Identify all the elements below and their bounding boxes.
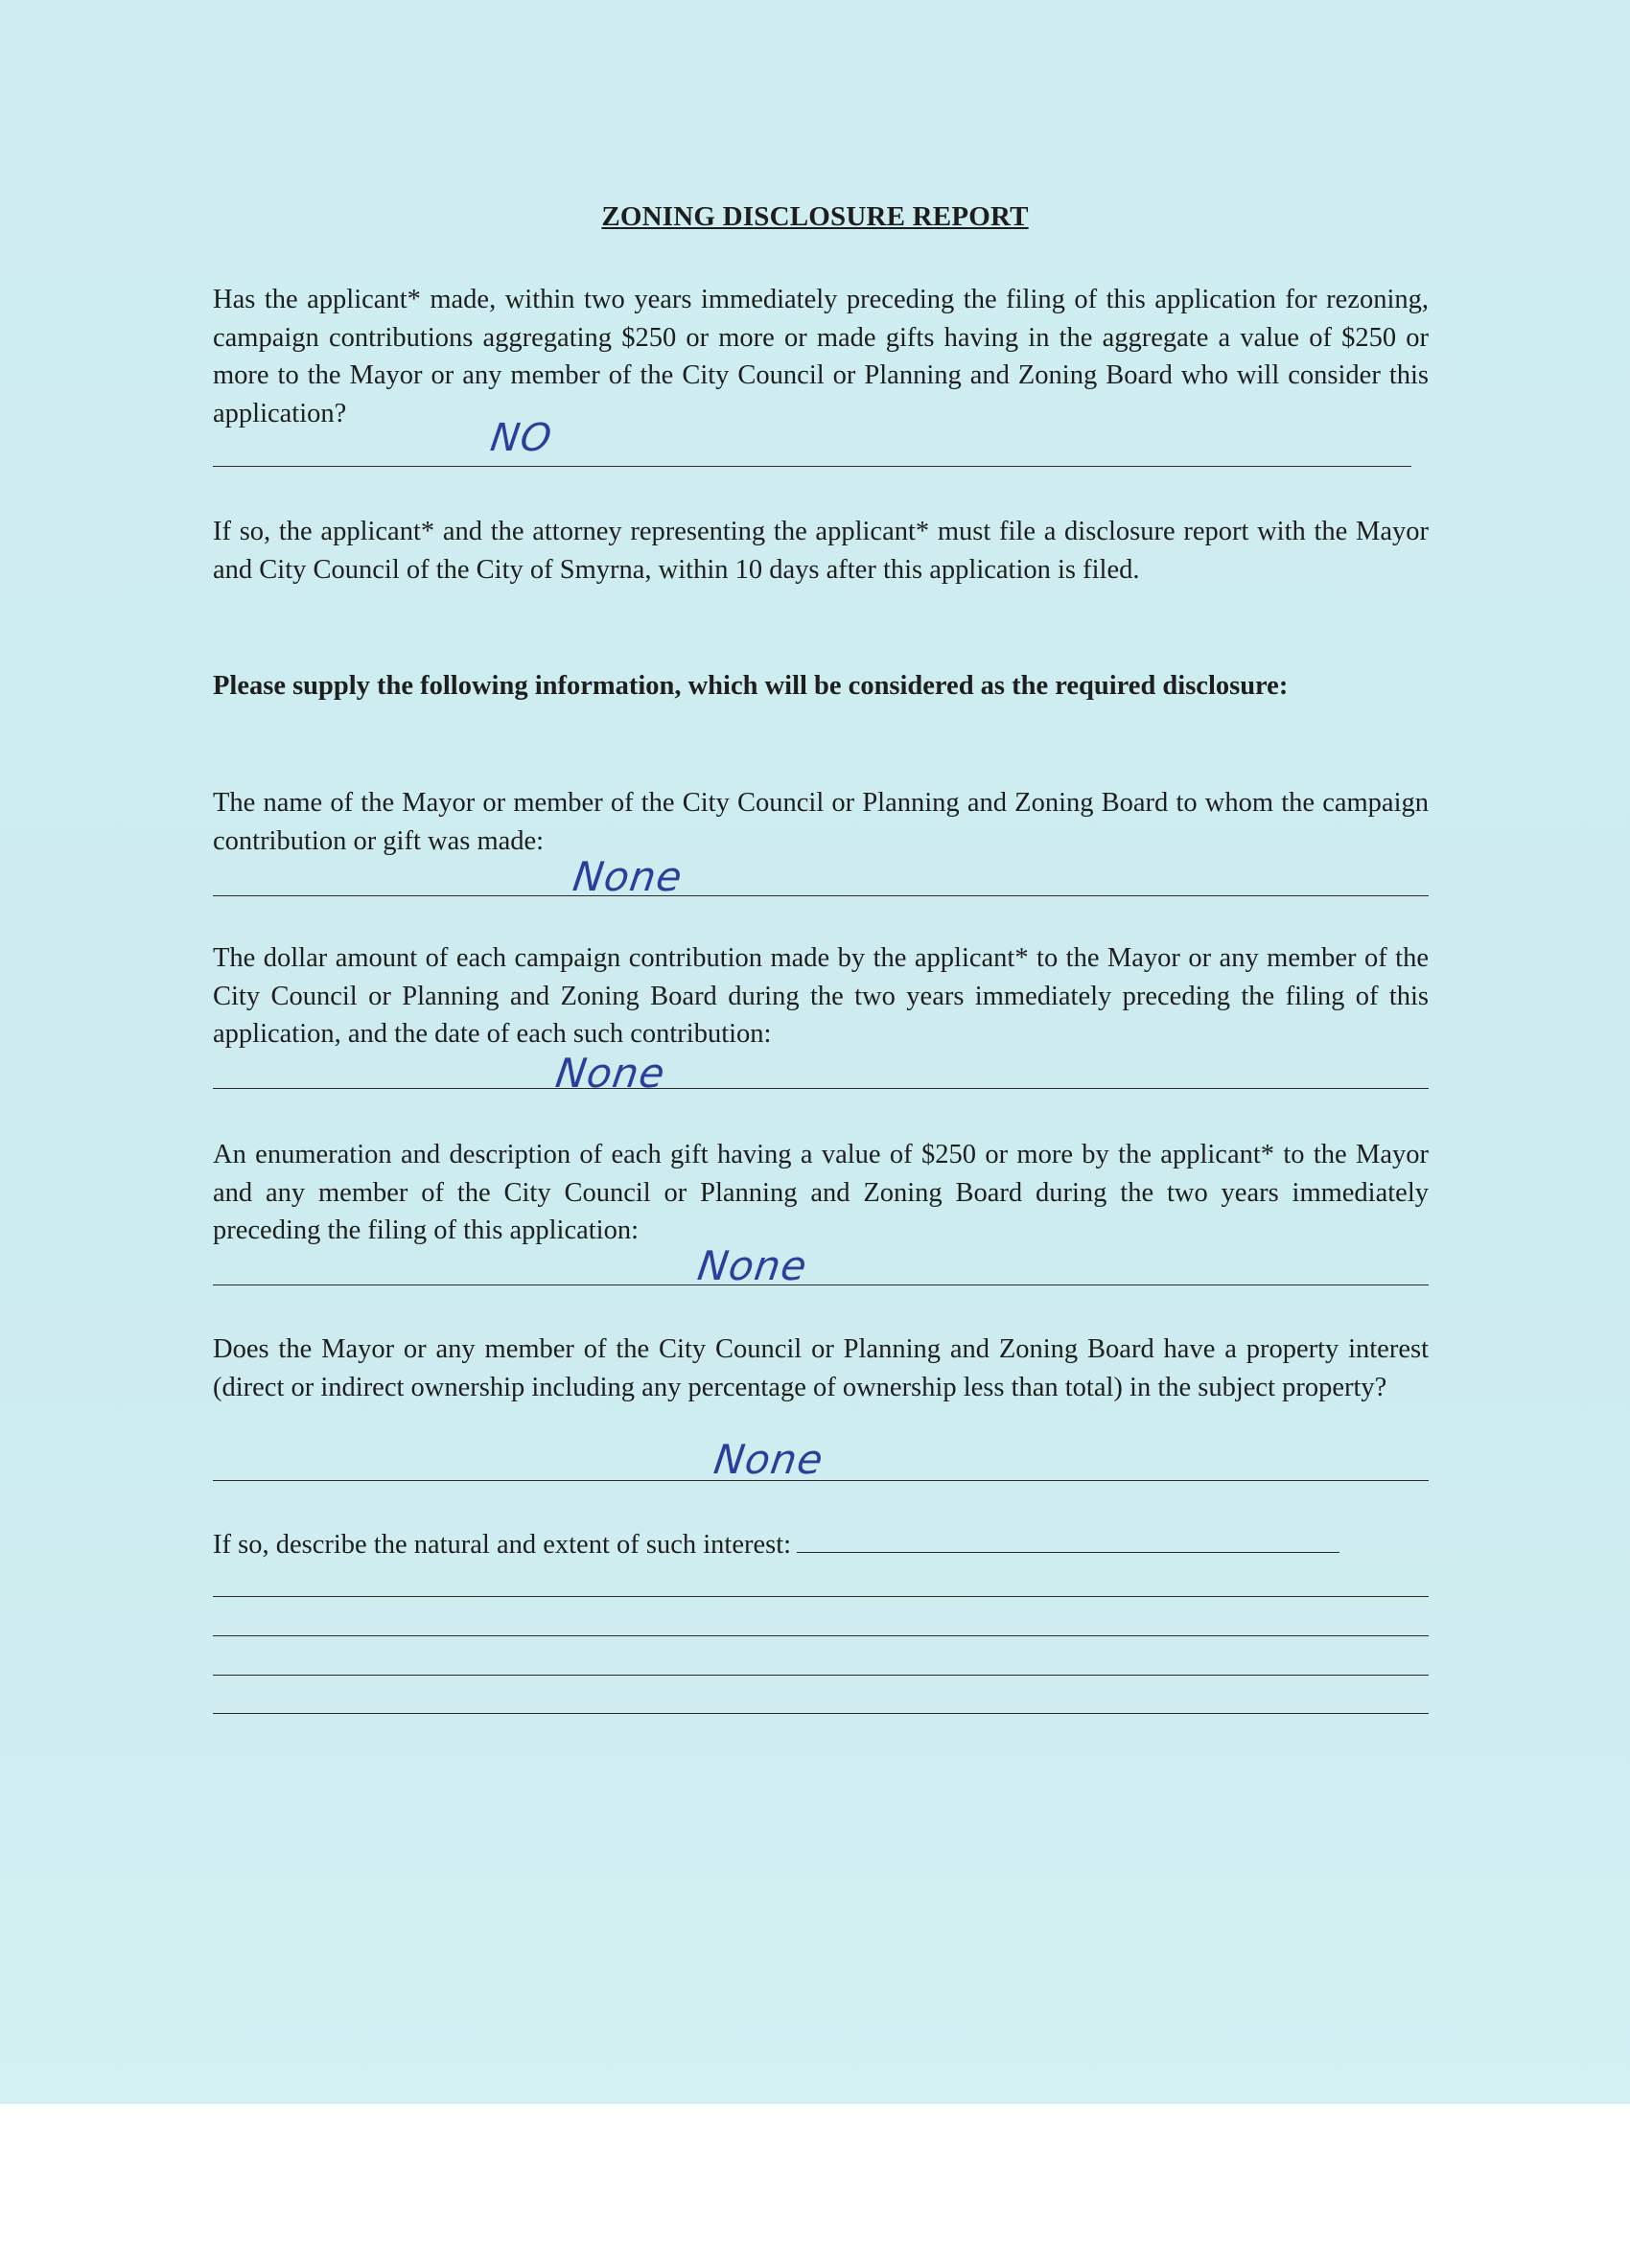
- question-contribution-amount: The dollar amount of each campaign contribution made by the applicant* to the Mayor or any member of the City Council or Planning and Zoning Board during the two years immediately preceding the filing of this application, and the date of each such contribution:: [213, 943, 1429, 1049]
- question-recipient-name: The name of the Mayor or member of the City Council or Planning and Zoning Board to whom the campaign contribution or gift was made:: [213, 788, 1429, 856]
- answer-line-6-inline: [797, 1551, 1339, 1553]
- handwritten-answer-3: None: [552, 1050, 669, 1097]
- answer-line-2: [213, 895, 1429, 896]
- answer-line-3: [213, 1088, 1429, 1089]
- answer-line-6b: [213, 1635, 1429, 1636]
- question-interest-description: [213, 1526, 1429, 1564]
- question-property-interest: Does the Mayor or any member of the City Council or Planning and Zoning Board have a property interest (direct or indirect ownership including any percentage of ownership less than total) in the subject property?: [213, 1334, 1429, 1402]
- answer-line-1: [213, 466, 1411, 467]
- handwritten-answer-2: None: [570, 853, 687, 900]
- answer-line-5: [213, 1480, 1429, 1481]
- disclosure-requirement-text: If so, the applicant* and the attorney representing the applicant* must file a disclosure report with the Mayor and City Council of the City of Smyrna, within 10 days after this application is filed.: [213, 517, 1429, 585]
- question-campaign-contributions: Has the applicant* made, within two years immediately preceding the filing of this application for rezoning, campaign contributions aggregating $250 or more or made gifts having in the aggregate a value of $250 or more to the Mayor or any member of the City Council or Planning and Zoning Board who will consider this application?: [213, 285, 1429, 428]
- answer-line-4: [213, 1284, 1429, 1285]
- answer-line-6a: [213, 1596, 1429, 1597]
- handwritten-answer-4: None: [694, 1242, 811, 1289]
- handwritten-answer-5: None: [710, 1436, 827, 1483]
- instruction-heading: Please supply the following information, which will be considered as the required disclosure:: [213, 671, 1289, 701]
- answer-line-6d: [213, 1713, 1429, 1714]
- handwritten-answer-1: NO: [487, 416, 555, 460]
- page-title: ZONING DISCLOSURE REPORT: [601, 201, 1029, 232]
- question-gift-enumeration: An enumeration and description of each gift having a value of $250 or more by the applicant* to the Mayor and any member of the City Council or Planning and Zoning Board during the two years immediately preceding the filing of this application:: [213, 1140, 1429, 1245]
- question-interest-label: If so, describe the natural and extent of such interest:: [213, 1530, 792, 1560]
- answer-line-6c: [213, 1675, 1429, 1676]
